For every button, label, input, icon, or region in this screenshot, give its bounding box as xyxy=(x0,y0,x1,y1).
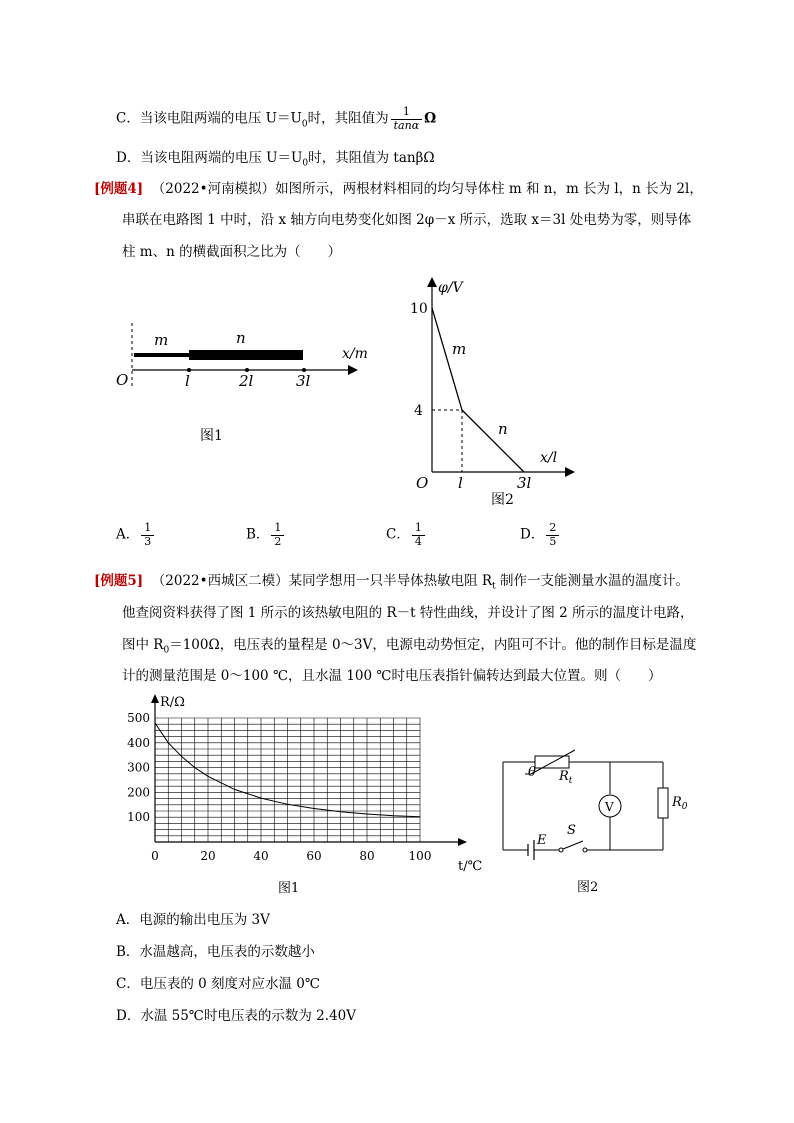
svg-text:n: n xyxy=(236,329,246,347)
svg-text:O: O xyxy=(416,474,429,492)
ex4-figure1 xyxy=(110,318,370,448)
svg-text:O: O xyxy=(116,371,129,389)
svg-text:x/l: x/l xyxy=(540,450,558,466)
chart-caption: 图1 xyxy=(278,881,300,896)
example-tag: [例题4] xyxy=(94,181,144,197)
x-axis-label: t/℃ xyxy=(458,859,483,874)
svg-text:x/m: x/m xyxy=(342,346,368,362)
y-tick-label: 100 xyxy=(127,810,150,825)
svg-text:R0: $R_0$ xyxy=(672,795,688,812)
svg-text:4: 4 xyxy=(414,403,423,419)
svg-text:S: S xyxy=(567,823,576,838)
x-tick-label: 40 xyxy=(253,849,269,863)
svg-text:V: V xyxy=(605,800,614,814)
example5-line1: [例题5] （2022•西城区二模）某同学想用一只半导体热敏电阻 $R_t$ 制作一支能测量水温的温度计。 xyxy=(94,573,689,592)
ex4-option-b: B． $\frac{1}{2}$ xyxy=(246,522,286,548)
ex4-option-c: C． $\frac{1}{4}$ xyxy=(386,522,427,548)
y-tick-label: 500 xyxy=(127,711,150,725)
example4-line3: 柱 m、n 的横截面积之比为（ ） xyxy=(122,244,342,260)
svg-text:l: l xyxy=(185,372,190,390)
svg-text:Rt: $R_t$ xyxy=(559,769,573,786)
switch xyxy=(563,841,583,849)
svg-text:φ/V: φ/V xyxy=(438,280,463,296)
svg-text:m: m xyxy=(154,331,169,349)
ex4-option-d: D． $\frac{2}{5}$ xyxy=(520,522,561,548)
y-axis-label: R/Ω xyxy=(160,695,185,710)
svg-text:图2: 图2 xyxy=(577,880,599,895)
svg-text:3l: 3l xyxy=(296,372,311,390)
circuit-diagram xyxy=(495,748,688,898)
svg-text:3l: 3l xyxy=(517,474,532,492)
example-tag: [例题5] xyxy=(94,573,144,589)
example5-line4: 计的测量范围是 0～100 ℃，且水温 100 ℃时电压表指针偏转达到最大位置。则（ ） xyxy=(122,668,662,684)
svg-text:10: 10 xyxy=(410,301,428,317)
svg-text:E: E xyxy=(537,833,547,848)
ex4-option-a: A． $\frac{1}{3}$ xyxy=(116,522,156,548)
example5-line3: 图中 $R_0=100\Omega$，电压表的量程是 0～3V，电源电动势恒定，内阻可不计。他的制作目标是温度 xyxy=(122,637,697,656)
x-tick-label: 80 xyxy=(359,849,375,863)
y-tick-label: 400 xyxy=(127,735,150,750)
ex5-option-c: C．电压表的 0 刻度对应水温 0℃ xyxy=(116,976,320,992)
svg-text:l: l xyxy=(458,474,463,492)
x-tick-label: 20 xyxy=(200,849,216,863)
y-tick-label: 300 xyxy=(127,760,150,775)
ex5-option-d: D．水温 55℃时电压表的示数为 2.40V xyxy=(116,1008,356,1024)
resistor-r0 xyxy=(658,788,668,818)
ex4-figure2 xyxy=(400,272,600,512)
ex5-option-b: B．水温越高，电压表的示数越小 xyxy=(116,944,315,960)
svg-text:图2: 图2 xyxy=(491,492,514,508)
option-d-prev: D．当该电阻两端的电压 $U=U_0$时，其阻值为 tanβΩ xyxy=(116,150,435,169)
example4-line1: [例题4] （2022•河南模拟）如图所示，两根材料相同的均匀导体柱 m 和 n，m 长为 l，n 长为 2l， xyxy=(94,181,703,197)
example5-line2: 他查阅资料获得了图 1 所示的该热敏电阻的 R－t 特性曲线，并设计了图 2 所示的温度计电路， xyxy=(122,605,694,621)
svg-text:m: m xyxy=(452,340,467,358)
fraction: $\frac{1}{\tan\alpha}$ xyxy=(391,106,423,132)
ex5-option-a: A．电源的输出电压为 3V xyxy=(116,912,270,928)
conductor-n xyxy=(189,350,303,360)
line-m xyxy=(432,308,462,410)
y-tick-label: 200 xyxy=(127,785,150,800)
svg-text:θ: θ xyxy=(528,765,536,780)
rt-chart xyxy=(120,692,500,902)
x-tick-label: 100 xyxy=(408,849,432,863)
svg-text:图1: 图1 xyxy=(200,428,223,444)
x-tick-label: 60 xyxy=(306,849,322,863)
conductor-m xyxy=(134,353,189,357)
x-tick-label: 0 xyxy=(151,849,159,863)
svg-text:2l: 2l xyxy=(239,372,254,390)
chart-grid xyxy=(155,718,420,842)
option-c-prev: C．当该电阻两端的电压 $U=U_0$时，其阻值为 $\frac{1}{\tan\alpha}$ Ω xyxy=(116,105,437,132)
svg-text:n: n xyxy=(498,420,508,438)
example4-line2: 串联在电路图 1 中时，沿 x 轴方向电势变化如图 2φ－x 所示，选取 x＝3l 处电势为零，则导体 xyxy=(122,212,692,228)
line-n xyxy=(462,410,524,472)
